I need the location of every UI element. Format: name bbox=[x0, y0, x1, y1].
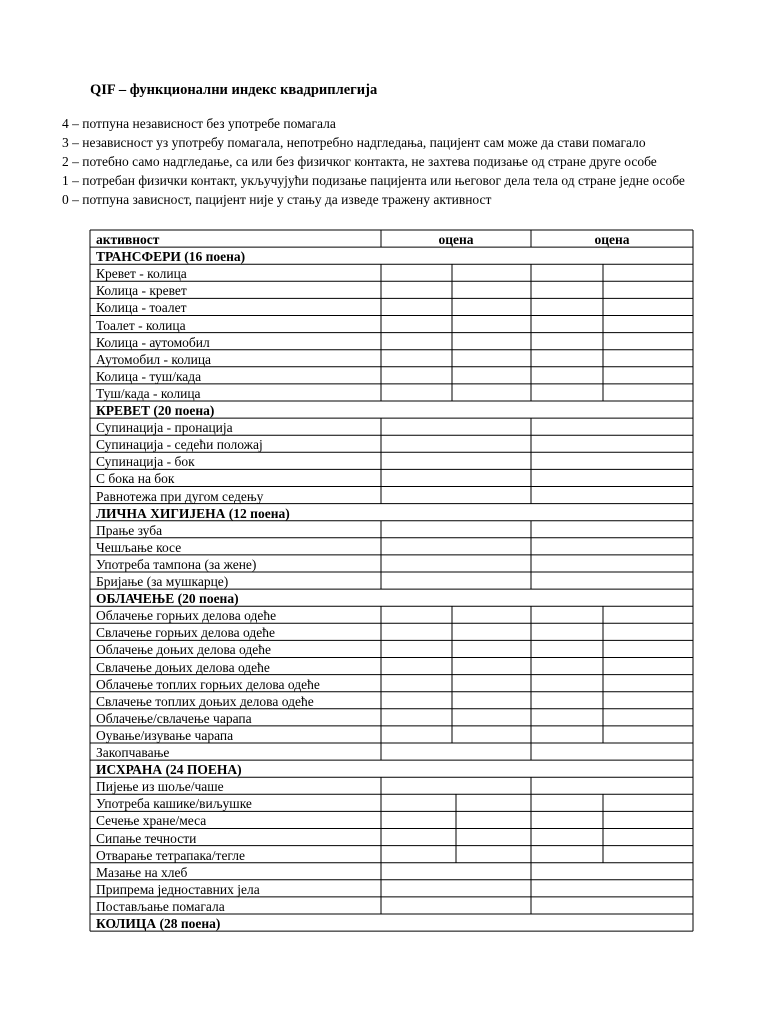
activity-label: Употреба тампона (за жене) bbox=[96, 556, 257, 572]
activity-label: Облачење/свлачење чарапа bbox=[96, 710, 252, 726]
activity-label: Супинација - седећи положај bbox=[96, 437, 263, 453]
activity-label: Чешљање косе bbox=[96, 539, 182, 555]
activity-label: С бока на бок bbox=[96, 471, 175, 487]
activity-label: Пијење из шоље/чаше bbox=[96, 779, 224, 795]
activity-label: Бријање (за мушкарце) bbox=[96, 574, 229, 589]
activity-label: Облачење топлих горњих делова одеће bbox=[96, 676, 320, 692]
section-title: ОБЛАЧЕЊЕ (20 поена) bbox=[96, 591, 239, 607]
activity-label: Мазање на хлеб bbox=[96, 864, 188, 880]
section-title: ЛИЧНА ХИГИЈЕНА (12 поена) bbox=[96, 505, 290, 521]
activity-label: Сипање течности bbox=[96, 830, 197, 846]
activity-label: Оување/изување чарапа bbox=[96, 727, 234, 743]
activity-label: Закопчавање bbox=[96, 745, 170, 760]
header-activity: активност bbox=[96, 232, 160, 247]
legend-item-3: 3 – независност уз употребу помагала, непотребно надгледања, пацијент сам може да стави помагало bbox=[62, 135, 646, 150]
activity-label: Облачење доњих делова одеће bbox=[96, 642, 271, 658]
activity-label: Аутомобил - колица bbox=[96, 351, 212, 367]
legend-item-0: 0 – потпуна зависност, пацијент није у стању да изведе тражену активност bbox=[62, 192, 492, 207]
activity-label: Колица - тоалет bbox=[96, 300, 187, 316]
section-title: КРЕВЕТ (20 поена) bbox=[96, 403, 215, 418]
activity-label: Сечење хране/меса bbox=[96, 813, 207, 829]
activity-label: Колица - туш/када bbox=[96, 368, 202, 384]
activity-label: Колица - аутомобил bbox=[96, 334, 210, 350]
activity-label: Колица - кревет bbox=[96, 283, 187, 299]
activity-label: Употреба кашике/виљушке bbox=[96, 796, 252, 812]
activity-label: Супинација - бок bbox=[96, 454, 195, 470]
activity-label: Свлачење доњих делова одеће bbox=[96, 659, 270, 675]
activity-label: Облачење горњих делова одеће bbox=[96, 608, 277, 624]
activity-label: Равнотежа при дугом седењу bbox=[96, 488, 264, 504]
activity-label: Кревет - колица bbox=[96, 266, 187, 282]
activity-label: Тоалет - колица bbox=[96, 317, 186, 333]
legend-item-1: 1 – потребан физички контакт, укључујући подизање пацијента или његовог дела тела од стране једне особе bbox=[62, 173, 685, 188]
activity-label: Постављање помагала bbox=[96, 898, 225, 914]
header-score-1: оцена bbox=[438, 232, 474, 247]
legend-item-4: 4 – потпуна независност без употребе помагала bbox=[62, 116, 336, 131]
section-title: ТРАНСФЕРИ (16 поена) bbox=[96, 249, 246, 265]
document-title: QIF – функционални индекс квадриплегија bbox=[90, 82, 378, 98]
activity-label: Свлачење горњих делова одеће bbox=[96, 625, 275, 641]
activity-label: Свлачење топлих доњих делова одеће bbox=[96, 693, 314, 709]
section-title: КОЛИЦА (28 поена) bbox=[96, 916, 221, 931]
activity-label: Отварање тетрапака/тегле bbox=[96, 847, 246, 863]
activity-label: Припрема једноставних јела bbox=[96, 881, 260, 897]
activity-label: Супинација - пронација bbox=[96, 420, 233, 436]
legend-item-2: 2 – потебно само надгледање, са или без физичког контакта, не захтева подизање од стране друге особе bbox=[62, 154, 657, 169]
header-score-2: оцена bbox=[594, 232, 630, 247]
section-title: ИСХРАНА (24 ПОЕНА) bbox=[96, 762, 242, 778]
activity-label: Прање зуба bbox=[96, 522, 163, 538]
activity-label: Туш/када - колица bbox=[96, 385, 201, 401]
